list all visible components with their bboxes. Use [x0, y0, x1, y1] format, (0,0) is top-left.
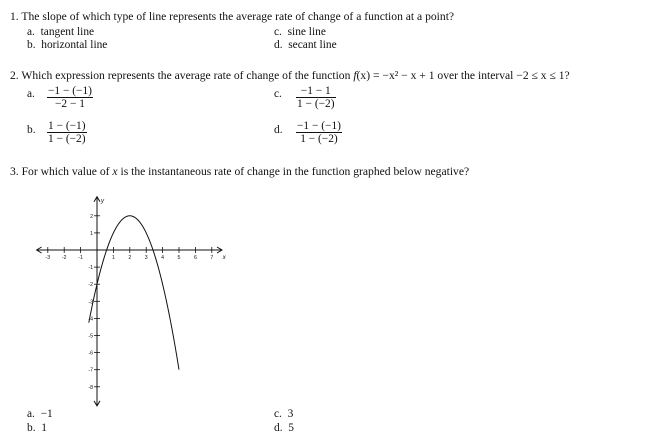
- y-tick-label: -7: [88, 367, 93, 374]
- q2-option-b-letter[interactable]: b.: [27, 124, 36, 136]
- q2-option-c-fraction[interactable]: [296, 85, 336, 110]
- x-tick-label: -2: [61, 255, 67, 261]
- x-tick-label: 3: [144, 255, 148, 261]
- y-tick-label: -6: [88, 350, 93, 357]
- q2-option-a-letter[interactable]: a.: [27, 88, 35, 100]
- q3-option-a[interactable]: a. −1: [27, 408, 53, 420]
- x-tick-label: 4: [161, 255, 165, 261]
- fraction-denominator: 1 − (−2): [48, 133, 86, 145]
- question-text: For which value of: [21, 165, 110, 178]
- fraction-denominator: 1 − (−2): [297, 98, 335, 110]
- q3-option-c[interactable]: c. 3: [274, 408, 294, 420]
- question-suffix: over the interval −2 ≤ x ≤ 1?: [437, 69, 570, 82]
- question-2: [10, 69, 570, 82]
- q2-option-b-fraction[interactable]: [47, 120, 87, 145]
- x-tick-label: 2: [128, 255, 132, 261]
- x-tick-label: 5: [177, 255, 181, 261]
- function-var: (x): [356, 69, 371, 82]
- q2-option-d-fraction[interactable]: [296, 120, 342, 145]
- y-tick-label: -5: [88, 333, 93, 340]
- x-tick-label: 6: [193, 255, 197, 261]
- q2-option-c-letter[interactable]: c.: [274, 88, 282, 100]
- q1-option-d[interactable]: d. secant line: [274, 39, 337, 51]
- fraction-numerator: −1 − 1: [300, 85, 331, 97]
- q2-option-d-letter[interactable]: d.: [274, 124, 283, 136]
- q1-option-a[interactable]: a. tangent line: [27, 26, 95, 38]
- parabola-graph: [22, 190, 244, 410]
- question-text: Which expression represents the average rate of change of the function: [21, 69, 351, 82]
- q2-option-a-fraction[interactable]: [47, 85, 93, 110]
- q3-option-b[interactable]: b. 1: [27, 422, 47, 434]
- fraction-denominator: 1 − (−2): [300, 133, 338, 145]
- y-tick-label: -2: [88, 282, 93, 289]
- question-number: 1.: [10, 10, 19, 23]
- fraction-numerator: −1 − (−1): [48, 85, 92, 97]
- function-expression: = −x² − x + 1: [372, 69, 435, 82]
- question-text: The slope of which type of line represents the average rate of change of a function at a point?: [21, 10, 455, 23]
- y-axis-label: y: [101, 198, 104, 205]
- y-tick-label: -1: [88, 265, 93, 272]
- q1-option-b[interactable]: b. horizontal line: [27, 39, 108, 51]
- question-number: 2.: [10, 69, 19, 82]
- question-suffix: is the instantaneous rate of change in the function graphed below negative?: [120, 165, 470, 178]
- function-name: f: [353, 69, 357, 82]
- fraction-numerator: 1 − (−1): [48, 120, 86, 132]
- question-variable: x: [112, 165, 118, 178]
- q3-option-d[interactable]: d. 5: [274, 422, 294, 434]
- parabola-curve: [89, 213, 179, 370]
- y-tick-label: -4: [88, 316, 93, 323]
- question-number: 3.: [10, 165, 19, 178]
- q1-option-c[interactable]: c. sine line: [274, 26, 326, 38]
- x-tick-label: -3: [45, 255, 51, 261]
- fraction-denominator: −2 − 1: [55, 98, 85, 110]
- y-tick-label: 1: [90, 230, 93, 237]
- y-tick-label: -8: [88, 384, 93, 391]
- y-tick-label: -3: [88, 299, 93, 306]
- x-tick-label: -1: [78, 255, 83, 261]
- x-tick-label: 1: [111, 255, 115, 261]
- fraction-numerator: −1 − (−1): [297, 120, 341, 132]
- x-tick-label: 7: [210, 255, 214, 261]
- question-1: [10, 10, 454, 23]
- question-3: [10, 165, 469, 178]
- y-tick-label: 2: [90, 213, 93, 220]
- x-axis-label: x: [222, 255, 226, 261]
